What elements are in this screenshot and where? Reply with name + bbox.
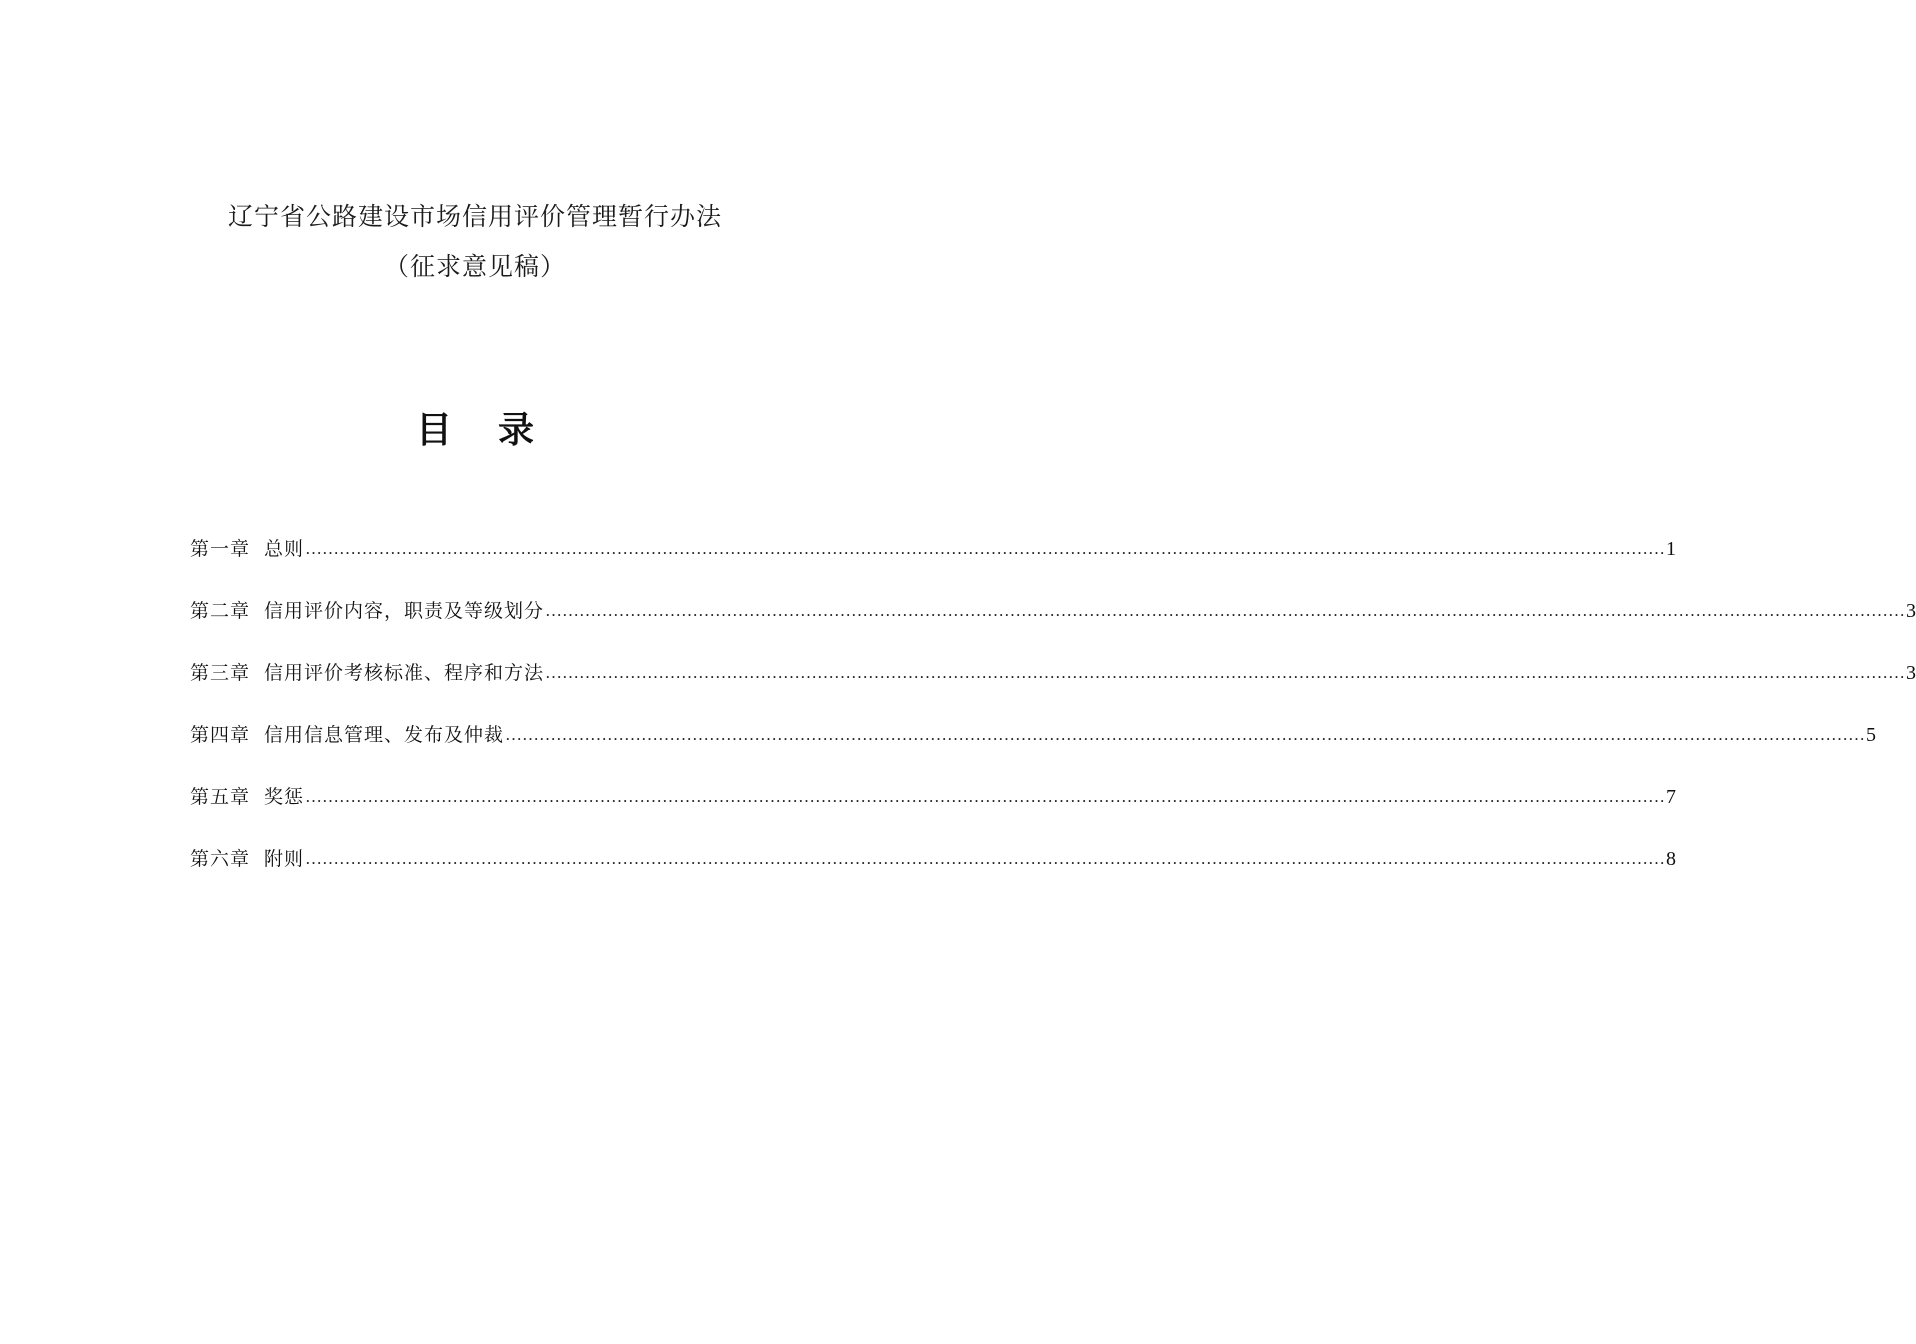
toc-chapter-name: 奖惩: [264, 786, 305, 808]
toc-page-number: 3: [1906, 662, 1916, 684]
toc-entry-5[interactable]: [190, 780, 1677, 842]
toc-chapter-number: 第四章: [190, 724, 251, 746]
document-title: 辽宁省公路建设市场信用评价管理暂行办法: [227, 202, 722, 231]
toc-chapter-name: 附则: [264, 848, 305, 870]
toc-chapter-number: 第二章: [190, 600, 251, 622]
toc-chapter-name: 信用评价考核标准、程序和方法: [264, 662, 545, 684]
toc-chapter-number: 第一章: [190, 538, 251, 560]
toc-entry-4[interactable]: [190, 718, 1877, 780]
toc-leader-dots: ……………………………………………………………………………………………………………………………………………………………………………………………………………………: [545, 601, 1906, 620]
toc-chapter-name: 总则: [264, 538, 305, 560]
toc-page-number: 8: [1666, 848, 1677, 870]
toc-entry-3[interactable]: [190, 656, 1916, 718]
toc-entry-6[interactable]: [190, 842, 1677, 904]
toc-chapter-name: 信用评价内容，职责及等级划分: [264, 600, 545, 622]
toc-leader-dots: ……………………………………………………………………………………………………………………………………………………………………………………………………………………: [505, 725, 1866, 744]
toc-chapter-name: 信用信息管理、发布及仲裁: [264, 724, 505, 746]
toc-chapter-number: 第五章: [190, 786, 251, 808]
toc-page-number: 1: [1666, 538, 1677, 560]
toc-entry-1[interactable]: [190, 532, 1677, 594]
toc-page-number: 3: [1906, 600, 1916, 622]
toc-page-number: 7: [1666, 786, 1677, 808]
toc-leader-dots: ……………………………………………………………………………………………………………………………………………………………………………………………………………………: [305, 849, 1666, 868]
toc-heading: 目录: [415, 410, 580, 451]
toc-chapter-number: 第三章: [190, 662, 251, 684]
toc-leader-dots: ……………………………………………………………………………………………………………………………………………………………………………………………………………………: [305, 539, 1666, 558]
document-subtitle: （征求意见稿）: [383, 252, 566, 281]
toc-page-number: 5: [1866, 724, 1877, 746]
toc-chapter-number: 第六章: [190, 848, 251, 870]
toc-leader-dots: ……………………………………………………………………………………………………………………………………………………………………………………………………………………: [545, 663, 1906, 682]
table-of-contents: [190, 532, 1916, 904]
toc-leader-dots: ……………………………………………………………………………………………………………………………………………………………………………………………………………………: [305, 787, 1666, 806]
toc-entry-2[interactable]: [190, 594, 1916, 656]
